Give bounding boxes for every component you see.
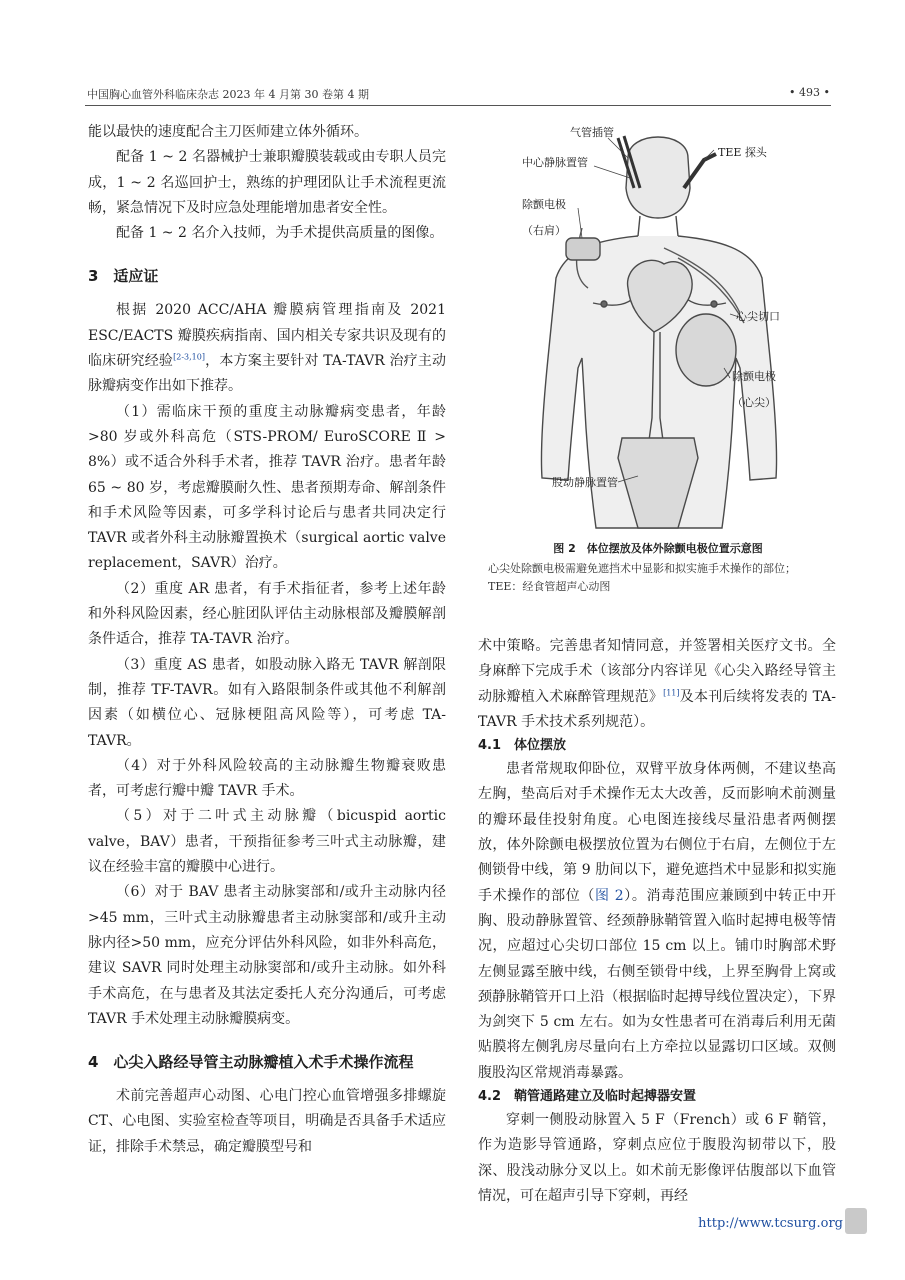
text-span: ）。消毒范围应兼顾到中转正中开胸、股动静脉置管、经颈静脉鞘管置入临时起搏电极等情况，应超过心尖切口部位 15 cm 以上。铺巾时胸部术野左侧显露至腋中线，右侧至锁骨中线，上界至胸骨上窝或颈静脉鞘管开口上沿（根据临时起搏导线位置决定），下界为剑突下 5 cm 左右。如为女性患者可在消毒后利用无菌贴膜将左侧乳房尽量向右上方牵拉以显露切口区域。双侧腹股沟区常规消毒暴露。	[478, 887, 837, 1081]
patient-position-illustration	[478, 118, 838, 538]
paragraph: 术前完善超声心动图、心电门控心血管增强多排螺旋 CT、心电图、实验室检查等项目，明确是否具备手术适应证，排除手术禁忌，确定瓣膜型号和	[88, 1088, 446, 1155]
paragraph: 穿刺一侧股动脉置入 5 F（French）或 6 F 鞘管，作为造影导管通路，穿刺点应位于腹股沟韧带以下，股深、股浅动脉分叉以上。如术前无影像评估腹部以下血管情况，可在超声引导下穿刺，再经	[478, 1112, 836, 1204]
paragraph: 配备 1 ~ 2 名介入技师，为手术提供高质量的图像。	[116, 225, 444, 242]
figure-caption-title: 图 2 体位摆放及体外除颤电极位置示意图	[553, 542, 763, 555]
subsection-heading: 4.2 鞘管通路建立及临时起搏器安置	[478, 1089, 697, 1105]
paragraph: 配备 1 ~ 2 名器械护士兼职瓣膜装载或由专职人员完成，1 ~ 2 名巡回护士，熟练的护理团队让手术流程更流畅，紧急情况下及时应急处理能增加患者安全性。	[88, 149, 446, 216]
paragraph	[478, 634, 836, 735]
list-item: （4）对于外科风险较高的主动脉瓣生物瓣衰败患者，可考虑行瓣中瓣 TAVR 手术。	[88, 757, 446, 800]
figure-label-defib-electrode-right: 除颤电极	[522, 198, 566, 211]
list-item: （2）重度 AR 患者，有手术指征者，参考上述年龄和外科风险因素，经心脏团队评估主动脉根部及瓣膜解剖条件适合，推荐 TA-TAVR 治疗。	[88, 580, 446, 648]
figure-label-defib-electrode-apex: 除颤电极	[732, 370, 776, 383]
text-span: 术中策略。完善患者知情同意，并签署相关医疗文书。全身麻醉下完成手术（该部分内容详见《心尖入路经导管主动脉瓣植入术麻醉管理规范》	[478, 638, 836, 705]
figure-label-right-shoulder: （右肩）	[522, 224, 566, 237]
page-number: • 493 •	[789, 86, 830, 99]
figure-label-apex-incision: 心尖切口	[736, 310, 780, 323]
citation-link[interactable]: [2-3,10]	[173, 352, 205, 362]
right-column	[478, 634, 836, 1209]
subsection-heading: 4.1 体位摆放	[478, 738, 567, 754]
left-column	[88, 120, 446, 1160]
figure-link[interactable]: 图 2	[595, 887, 624, 904]
figure-label-femoral-sheath: 股动静脉置管	[552, 476, 618, 489]
paragraph: 能以最快的速度配合主刀医师建立体外循环。	[88, 124, 368, 140]
paragraph	[478, 757, 836, 1086]
list-item: （6）对于 BAV 患者主动脉窦部和/或升主动脉内径>45 mm，三叶式主动脉瓣患者主动脉窦部和/或升主动脉内径>50 mm，应充分评估外科风险，如非外科高危，建议 SAVR 同时处理主动脉窦部和/或升主动脉。如外科手术高危，在与患者及其法定委托人充分沟通后，可考虑 TAVR 手术处理主动脉瓣膜病变。	[88, 884, 446, 1027]
text-span: ，本方案主要针对 TA-TAVR 治疗主动脉瓣病变作出如下推荐。	[88, 353, 447, 395]
journal-url-link[interactable]: http://www.tcsurg.org	[698, 1216, 843, 1231]
list-item: （1）需临床干预的重度主动脉瓣病变患者，年龄>80 岁或外科高危（STS-PROM/ EuroSCORE Ⅱ > 8%）或不适合外科手术者，推荐 TAVR 治疗。患者年龄 65 ~ 80 岁，考虑瓣膜耐久性、患者预期寿命、解剖条件和手术风险等因素，可多学科讨论后与患者共同决定行 TAVR 或者外科主动脉瓣置换术（surgical aortic valve replacement，SAVR）治疗。	[88, 403, 446, 572]
journal-header: 中国胸心血管外科临床杂志 2023 年 4 月第 30 卷第 4 期	[87, 88, 369, 101]
figure-2	[478, 118, 838, 608]
list-item: （5）对于二叶式主动脉瓣（bicuspid aortic valve，BAV）患者，干预指征参考三叶式主动脉瓣，建议在经验丰富的瓣膜中心进行。	[88, 808, 446, 876]
figure-label-central-venous-tube: 中心静脉置管	[522, 156, 588, 169]
citation-link[interactable]: [11]	[663, 687, 680, 697]
figure-label-trachea-tube: 气管插管	[570, 126, 614, 139]
text-span: 及本刊后续将发表的 TA-TAVR 手术技术系列规范）。	[478, 688, 836, 730]
figure-label-tee-probe: TEE 探头	[718, 146, 767, 159]
paragraph	[88, 298, 446, 399]
section-heading: 3 适应证	[88, 267, 159, 286]
publisher-logo-icon	[845, 1208, 867, 1234]
list-item: （3）重度 AS 患者，如股动脉入路无 TAVR 解剖限制，推荐 TF-TAVR。如有入路限制条件或其他不利解剖因素（如横位心、冠脉梗阻高风险等），可考虑 TA-TAVR。	[88, 656, 446, 749]
figure-caption-note: 心尖处除颤电极需避免遮挡术中显影和拟实施手术操作的部位；TEE：经食管超声心动图	[488, 562, 796, 593]
text-span: 根据 2020 ACC/AHA 瓣膜病管理指南及 2021 ESC/EACTS 瓣膜疾病指南、国内相关专家共识及现有的临床研究经验	[88, 302, 446, 370]
text-span: 患者常规取仰卧位，双臂平放身体两侧，不建议垫高左胸，垫高后对手术操作无太大改善，反而影响术前测量的瓣环最佳投射角度。心电图连接线尽量沿患者两侧摆放，体外除颤电极摆放位置为右侧位于右肩，左侧位于左侧锁骨中线，第 9 肋间以下，避免遮挡术中显影和拟实施手术操作的部位（	[478, 761, 836, 904]
header-divider	[85, 105, 831, 106]
figure-label-apex: （心尖）	[732, 396, 776, 409]
section-heading: 4 心尖入路经导管主动脉瓣植入术手术操作流程	[88, 1053, 414, 1072]
